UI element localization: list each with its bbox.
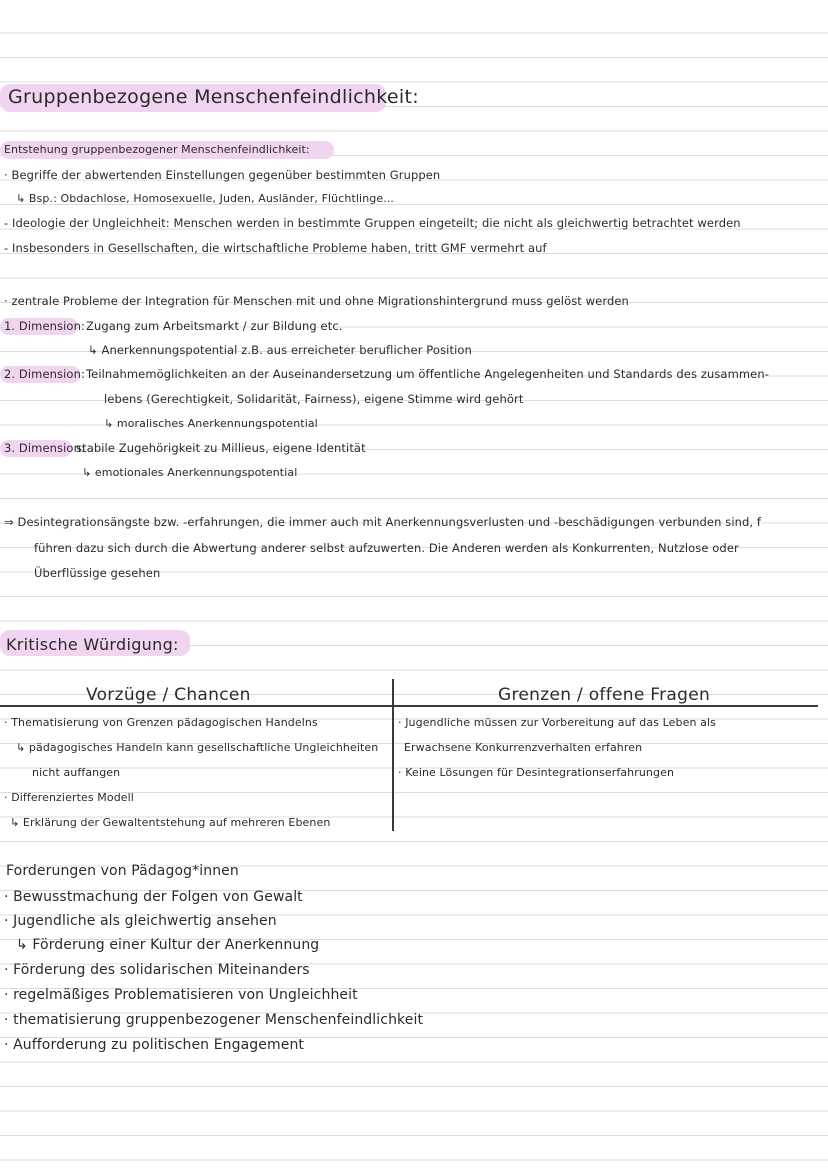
dimension-2-label: 2. Dimension:	[4, 367, 85, 381]
column-header-left: Vorzüge / Chancen	[86, 685, 251, 705]
list-item: · Keine Lösungen für Desintegrationserfahrungen	[398, 766, 675, 779]
list-item: · Jugendliche als gleichwertig ansehen	[4, 913, 277, 929]
list-item: ↳ pädagogisches Handeln kann gesellschaftliche Ungleichheiten	[16, 741, 379, 754]
critique-heading: Kritische Würdigung:	[6, 635, 179, 654]
dimension-2-text: Teilnahmemöglichkeiten an der Auseinandersetzung um öffentliche Angelegenheiten und Standards des zusammen-	[86, 367, 769, 381]
list-item: · zentrale Probleme der Integration für Menschen mit und ohne Migrationshintergrund muss gelöst werden	[4, 294, 629, 308]
conclusion-line: Überflüssige gesehen	[34, 566, 161, 580]
list-item: · thematisierung gruppenbezogener Menschenfeindlichkeit	[4, 1012, 424, 1028]
list-item: · Jugendliche müssen zur Vorbereitung auf das Leben als	[398, 716, 716, 729]
list-item: ↳ Förderung einer Kultur der Anerkennung	[16, 937, 320, 953]
list-item: Erwachsene Konkurrenzverhalten erfahren	[404, 741, 643, 754]
dimension-3-text: stabile Zugehörigkeit zu Millieus, eigene Identität	[76, 441, 366, 455]
list-item: · Förderung des solidarischen Miteinanders	[4, 962, 310, 978]
list-item: · Begriffe der abwertenden Einstellungen gegenüber bestimmten Gruppen	[4, 168, 441, 182]
list-item: - Ideologie der Ungleichheit: Menschen werden in bestimmte Gruppen eingeteilt; die nicht als gleichwertig betrachtet werden	[4, 216, 741, 230]
list-item: · Thematisierung von Grenzen pädagogischen Handelns	[4, 716, 318, 729]
dimension-1-sub: ↳ Anerkennungspotential z.B. aus erreicheter beruflicher Position	[88, 343, 472, 357]
column-header-right: Grenzen / offene Fragen	[498, 685, 711, 705]
list-item: · regelmäßiges Problematisieren von Ungleichheit	[4, 987, 358, 1003]
dimension-1-label: 1. Dimension:	[4, 319, 85, 333]
conclusion-line: ⇒ Desintegrationsängste bzw. -erfahrungen, die immer auch mit Anerkennungsverlusten und -beschädigungen verbunden sind, f	[4, 515, 762, 529]
dimension-2-text-cont: lebens (Gerechtigkeit, Solidarität, Fairness), eigene Stimme wird gehört	[104, 392, 524, 406]
list-item: ↳ Bsp.: Obdachlose, Homosexuelle, Juden, Ausländer, Flüchtlinge...	[16, 192, 395, 205]
list-item: · Differenziertes Modell	[4, 791, 134, 804]
list-item: - Insbesonders in Gesellschaften, die wirtschaftliche Probleme haben, tritt GMF vermehrt auf	[4, 241, 547, 255]
dimension-1-text: Zugang zum Arbeitsmarkt / zur Bildung etc.	[86, 319, 343, 333]
list-item: nicht auffangen	[32, 766, 121, 779]
list-item: ↳ Erklärung der Gewaltentstehung auf mehreren Ebenen	[10, 816, 331, 829]
list-item: · Aufforderung zu politischen Engagement	[4, 1037, 305, 1053]
table-vertical-rule	[392, 679, 394, 831]
dimension-3-sub: ↳ emotionales Anerkennungspotential	[82, 466, 298, 479]
page-title: Gruppenbezogene Menschenfeindlichkeit:	[8, 86, 419, 108]
demands-heading: Forderungen von Pädagog*innen	[6, 863, 239, 879]
conclusion-line: führen dazu sich durch die Abwertung anderer selbst aufzuwerten. Die Anderen werden als Konkurrenten, Nutzlose oder	[34, 541, 739, 555]
table-horizontal-rule	[0, 705, 818, 707]
dimension-3-label: 3. Dimension:	[4, 441, 85, 455]
list-item: · Bewusstmachung der Folgen von Gewalt	[4, 889, 303, 905]
dimension-2-sub: ↳ moralisches Anerkennungspotential	[104, 417, 318, 430]
section-heading: Entstehung gruppenbezogener Menschenfeindlichkeit:	[4, 143, 310, 156]
